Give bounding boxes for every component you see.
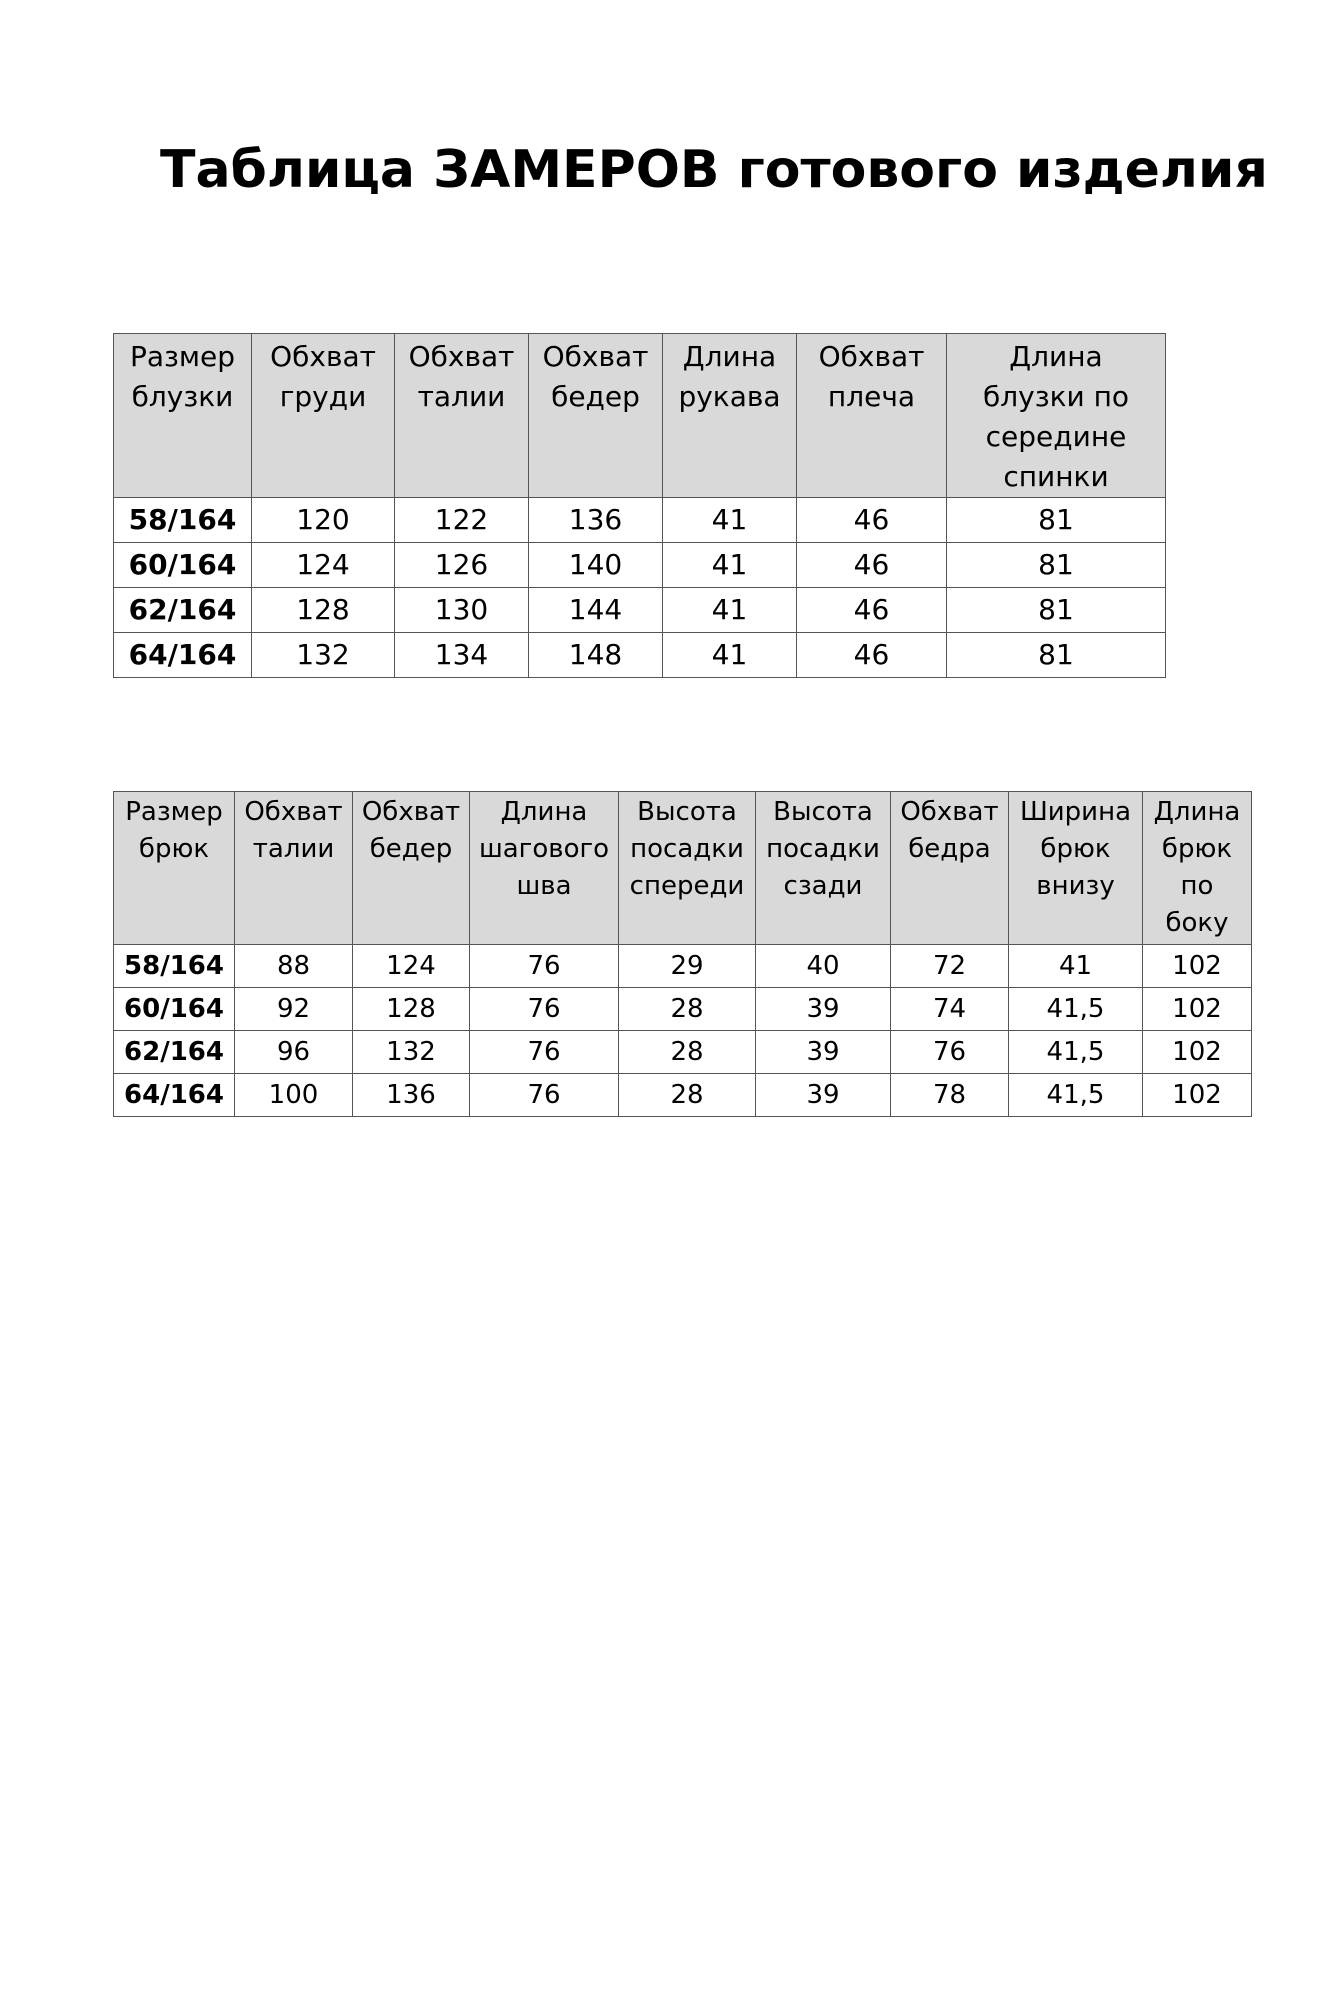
table-cell: 28: [619, 1074, 756, 1117]
size-cell: 62/164: [114, 1031, 235, 1074]
table-header-row: [114, 792, 1252, 945]
table-cell: 122: [395, 498, 529, 543]
table-cell: 39: [756, 1074, 891, 1117]
table-cell: 41,5: [1009, 1074, 1143, 1117]
table-cell: 76: [470, 945, 619, 988]
table-cell: 132: [252, 633, 395, 678]
table-cell: 81: [947, 543, 1166, 588]
table-row: [114, 1031, 1252, 1074]
table-cell: 140: [529, 543, 663, 588]
size-cell: 64/164: [114, 633, 252, 678]
table-cell: 41: [1009, 945, 1143, 988]
table-cell: 102: [1143, 945, 1252, 988]
table-cell: 136: [353, 1074, 470, 1117]
table-header-row: [114, 334, 1166, 498]
column-header: Длина блузки по середине спинки: [947, 334, 1166, 498]
size-cell: 64/164: [114, 1074, 235, 1117]
column-header: Обхват груди: [252, 334, 395, 498]
table-cell: 28: [619, 988, 756, 1031]
table-cell: 96: [235, 1031, 353, 1074]
table-row: [114, 498, 1166, 543]
table-cell: 76: [470, 988, 619, 1031]
column-header: Обхват бедер: [353, 792, 470, 945]
table-cell: 41: [663, 543, 797, 588]
table-cell: 76: [891, 1031, 1009, 1074]
table-cell: 46: [797, 633, 947, 678]
page-title: Таблица ЗАМЕРОВ готового изделия: [160, 140, 1268, 200]
size-cell: 62/164: [114, 588, 252, 633]
size-cell: 60/164: [114, 988, 235, 1031]
table-cell: 40: [756, 945, 891, 988]
table-row: [114, 988, 1252, 1031]
column-header: Обхват бедра: [891, 792, 1009, 945]
column-header: Длина шагового шва: [470, 792, 619, 945]
table-cell: 81: [947, 498, 1166, 543]
table-cell: 46: [797, 588, 947, 633]
column-header: Обхват бедер: [529, 334, 663, 498]
table-row: [114, 633, 1166, 678]
table-cell: 88: [235, 945, 353, 988]
table-cell: 92: [235, 988, 353, 1031]
table-cell: 39: [756, 988, 891, 1031]
table-cell: 41: [663, 498, 797, 543]
table-cell: 100: [235, 1074, 353, 1117]
table-cell: 74: [891, 988, 1009, 1031]
table-cell: 144: [529, 588, 663, 633]
table-cell: 130: [395, 588, 529, 633]
column-header: Длина брюк по боку: [1143, 792, 1252, 945]
table-cell: 124: [252, 543, 395, 588]
column-header: Длина рукава: [663, 334, 797, 498]
table-cell: 81: [947, 588, 1166, 633]
table-cell: 76: [470, 1074, 619, 1117]
column-header: Высота посадки спереди: [619, 792, 756, 945]
table-cell: 41,5: [1009, 1031, 1143, 1074]
table-row: [114, 1074, 1252, 1117]
column-header: Обхват талии: [395, 334, 529, 498]
table-cell: 136: [529, 498, 663, 543]
table-cell: 120: [252, 498, 395, 543]
column-header: Обхват плеча: [797, 334, 947, 498]
column-header: Ширина брюк внизу: [1009, 792, 1143, 945]
size-cell: 58/164: [114, 945, 235, 988]
table-cell: 102: [1143, 1074, 1252, 1117]
table-cell: 41: [663, 588, 797, 633]
table-row: [114, 945, 1252, 988]
table-cell: 102: [1143, 1031, 1252, 1074]
table-cell: 72: [891, 945, 1009, 988]
table-cell: 124: [353, 945, 470, 988]
table-cell: 78: [891, 1074, 1009, 1117]
table-cell: 28: [619, 1031, 756, 1074]
table-cell: 76: [470, 1031, 619, 1074]
table-cell: 102: [1143, 988, 1252, 1031]
table-cell: 46: [797, 543, 947, 588]
table-row: [114, 543, 1166, 588]
table-cell: 148: [529, 633, 663, 678]
table-row: [114, 588, 1166, 633]
trousers-measurements-table: [113, 791, 1252, 1117]
table-cell: 134: [395, 633, 529, 678]
table-cell: 132: [353, 1031, 470, 1074]
column-header: Размер блузки: [114, 334, 252, 498]
table-cell: 128: [252, 588, 395, 633]
column-header: Размер брюк: [114, 792, 235, 945]
table-cell: 46: [797, 498, 947, 543]
table-cell: 126: [395, 543, 529, 588]
size-cell: 58/164: [114, 498, 252, 543]
table-cell: 41,5: [1009, 988, 1143, 1031]
table-cell: 81: [947, 633, 1166, 678]
table-cell: 128: [353, 988, 470, 1031]
column-header: Высота посадки сзади: [756, 792, 891, 945]
column-header: Обхват талии: [235, 792, 353, 945]
blouse-measurements-table: [113, 333, 1166, 678]
table-cell: 29: [619, 945, 756, 988]
table-cell: 41: [663, 633, 797, 678]
table-cell: 39: [756, 1031, 891, 1074]
size-cell: 60/164: [114, 543, 252, 588]
